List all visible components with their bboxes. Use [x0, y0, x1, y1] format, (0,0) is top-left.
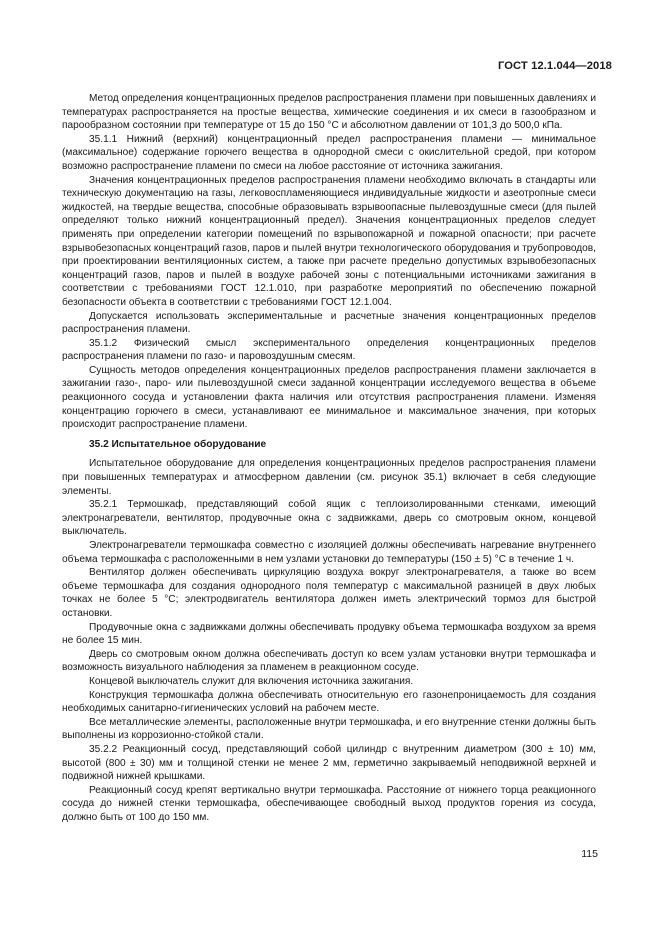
paragraph: Значения концентрационных пределов распространения пламени необходимо включать в стандарты или техническую документацию на газы, легковоспламеняющиеся индивидуальные жидкости и азеотропные смеси жидкостей, на твердые вещества, способные образовывать взрывоопасные пылевоздушные смеси (для пылей определяют только нижний концентрационный предел). Значения концентрационных пределов следует применять при определении категории помещений по взрывопожарной и пожарной опасности; при расчете взрывобезопасных концентраций газов, паров и пылей внутри технологического оборудования и трубопроводов, при проектировании вентиляционных систем, а также при расчете предельно допустимых взрывобезопасных концентраций газов, паров и пылей в воздухе рабочей зоны с потенциальными источниками зажигания в соответствии с требованиями ГОСТ 12.1.010, при разработке мероприятий по обеспечению пожарной безопасности объекта в соответствии с требованиями ГОСТ 12.1.004. — [62, 174, 596, 308]
section-heading: 35.2 Испытательное оборудование — [89, 438, 267, 450]
paragraph: 35.1.2 Физический смысл экспериментального определения концентрационных пределов распространения пламени по газо- и паровоздушным смесям. — [62, 337, 596, 363]
document-body — [62, 92, 596, 824]
paragraph: Вентилятор должен обеспечивать циркуляцию воздуха вокруг электронагревателя, а также во всем объеме термошкафа для создания однородного поля температур с максимальной разницей в двух любых точках не более 5 °С; электродвигатель вентилятора должен иметь электрический тормоз для быстрой остановки. — [62, 567, 596, 619]
paragraph: 35.2.1 Термошкаф, представляющий собой ящик с теплоизолированными стенками, имеющий электронагреватели, вентилятор, продувочные окна с задвижками, дверь со смотровым окном, концевой выключатель. — [62, 499, 596, 538]
paragraph: Метод определения концентрационных пределов распространения пламени при повышенных давлениях и температурах распространяется на простые вещества, химические соединения и их смеси в газообразном и парообразном состоянии при температуре от 15 до 150 °С и абсолютном давлении от 101,3 до 500,0 кПа. — [62, 93, 596, 132]
paragraph: Допускается использовать экспериментальные и расчетные значения концентрационных пределов распространения пламени. — [62, 310, 596, 336]
paragraph: 35.1.1 Нижний (верхний) концентрационный предел распространения пламени — минимальное (максимальное) содержание горючего вещества в однородной смеси с окислительной средой, при котором возможно распространение пламени по смеси на любое расстояние от источника зажигания. — [62, 133, 596, 172]
paragraph: Электронагреватели термошкафа совместно с изоляцией должны обеспечивать нагревание внутреннего объема термошкафа с расположенными в нем узлами установки до температуры (150 ± 5) °С в течение 1 ч. — [62, 540, 596, 565]
paragraph: Испытательное оборудование для определения концентрационных пределов распространения пламени при повышенных температурах и атмосферном давлении (см. рисунок 35.1) включает в себя следующие элементы. — [62, 458, 596, 497]
paragraph: Конструкция термошкафа должна обеспечивать относительную его газонепроницаемость для создания необходимых санитарно-гигиенических условий на рабочем месте. — [62, 689, 596, 715]
paragraph: 35.2.2 Реакционный сосуд, представляющий собой цилиндр с внутренним диаметром (300 ± 10) мм, высотой (800 ± 30) мм и толщиной стенки не менее 2 мм, герметично закрываемый неподвижной верхней и подвижной нижней крышками. — [62, 743, 596, 783]
paragraph: Сущность методов определения концентрационных пределов распространения пламени заключается в зажигании газо-, паро- или пылевоздушной смеси заданной концентрации исследуемого вещества в объеме реакционного сосуда и установлении факта наличия или отсутствия распространения пламени. Изменяя концентрацию горючего в смеси, устанавливают ее минимальное и максимальное значения, при которых происходит распространение пламени. — [62, 364, 596, 431]
paragraph: Концевой выключатель служит для включения источника зажигания. — [89, 675, 414, 687]
paragraph: Реакционный сосуд крепят вертикально внутри термошкафа. Расстояние от нижнего торца реакционного сосуда до нижней стенки термошкафа, обеспечивающее свободный выход продуктов горения из сосуда, должно быть от 100 до 150 мм. — [62, 784, 596, 823]
paragraph: Все металлические элементы, расположенные внутри термошкафа, и его внутренние стенки должны быть выполнены из коррозионно-стойкой стали. — [62, 716, 596, 742]
paragraph: Дверь со смотровым окном должна обеспечивать доступ ко всем узлам установки внутри термошкафа и возможность визуального наблюдения за пламенем в реакционном сосуде. — [62, 648, 596, 674]
paragraph: Продувочные окна с задвижками должны обеспечивать продувку объема термошкафа воздухом за время не более 15 мин. — [62, 621, 596, 647]
page-number: 115 — [581, 848, 598, 860]
document-header: ГОСТ 12.1.044—2018 — [497, 60, 612, 72]
